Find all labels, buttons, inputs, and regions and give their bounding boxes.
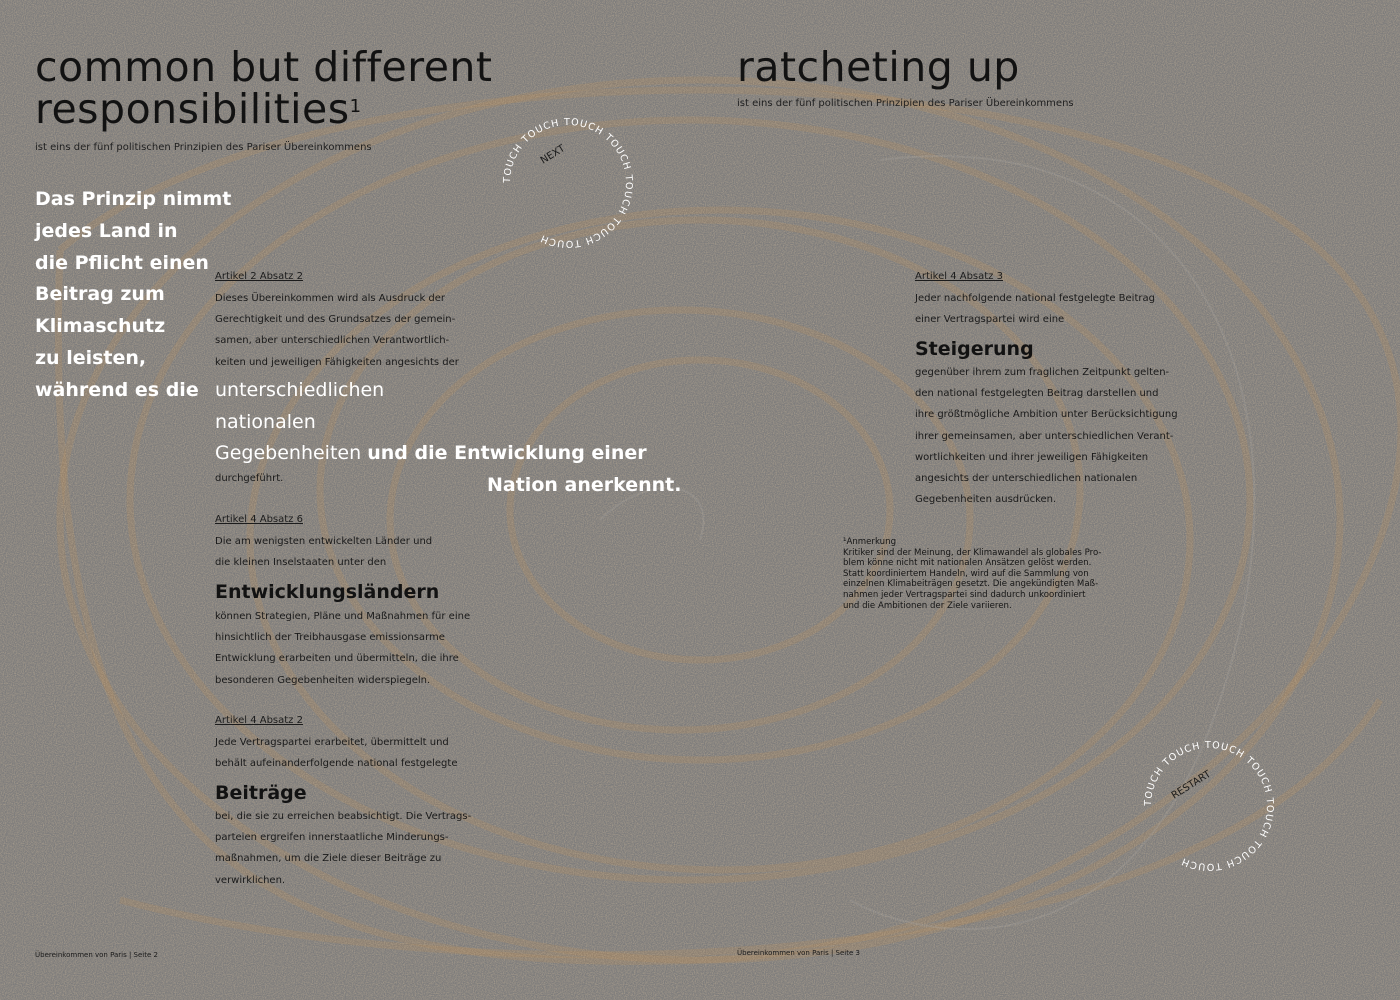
footnote-line: Statt koordiniertem Handeln, wird auf die Sammlung von [843, 568, 1089, 579]
article-line: Jeder nachfolgende national festgelegte Beitrag [915, 293, 1155, 304]
right-page-footer: Übereinkommen von Paris | Seite 3 [737, 949, 860, 957]
article-line: Dieses Übereinkommen wird als Ausdruck der [215, 293, 446, 304]
left-page-footer: Übereinkommen von Paris | Seite 2 [35, 951, 158, 959]
article-body [215, 806, 471, 891]
keyword-heading: Steigerung [915, 338, 1034, 360]
lead-line: Klimaschutz [35, 315, 166, 338]
article-tail: durchgeführt. [215, 473, 284, 484]
footnote-line: Kritiker sind der Meinung, der Klimawandel als globales Pro- [843, 547, 1102, 558]
article-heading: Artikel 4 Absatz 3 [915, 271, 1003, 282]
lead-line: Beitrag zum [35, 283, 165, 306]
lead-line: zu leisten, [35, 346, 147, 369]
article-heading: Artikel 4 Absatz 6 [215, 514, 303, 525]
restart-ring-text: TOUCH TOUCH TOUCH TOUCH TOUCH TOUCH TOUCH [1144, 741, 1274, 871]
footnote-line: und die Ambitionen der Ziele variieren. [843, 600, 1012, 611]
lead-line: während es die [35, 378, 199, 401]
article-line: die kleinen Inselstaaten unter den [215, 557, 387, 569]
next-label: NEXT [538, 143, 568, 167]
keyword-heading: Entwicklungsländern [215, 581, 440, 603]
article-line: maßnahmen, um die Ziele dieser Beiträge zu [215, 853, 442, 865]
article-line: keiten und jeweiligen Fähigkeiten angesichts der [215, 356, 459, 368]
left-title-line2: responsibilities [35, 85, 350, 133]
restart-button[interactable] [1144, 741, 1274, 871]
lead-line: die Pflicht einen [35, 251, 209, 274]
restart-label: RESTART [1169, 768, 1214, 802]
footnote-line: nahmen jeder Vertragspartei sind dadurch unkoordiniert [843, 589, 1086, 600]
article-line: angesichts der unterschiedlichen nationalen [915, 473, 1138, 485]
article-line: den national festgelegten Beitrag darstellen und [915, 388, 1159, 400]
next-button[interactable] [503, 118, 633, 248]
footnote [843, 537, 1102, 611]
continuation-word: Gegebenheiten [215, 442, 362, 464]
lead-text [35, 184, 231, 407]
lead-line: jedes Land in [35, 219, 178, 242]
footnote-marker: 1 [349, 96, 362, 117]
article-line: ihrer gemeinsamen, aber unterschiedlichen Verant- [915, 430, 1174, 442]
footnote-line: einzelnen Klimabeiträgen gesetzt. Die angekündigten Maß- [843, 579, 1099, 590]
footnote-heading: ¹Anmerkung [843, 537, 897, 547]
right-subtitle: ist eins der fünf politischen Prinzipien des Pariser Übereinkommens [737, 98, 1074, 109]
article-line: parteien ergreifen innerstaatliche Minderungs- [215, 832, 449, 844]
article-body [915, 288, 1155, 330]
article-line: behält aufeinanderfolgende national festgelegte [215, 758, 458, 770]
left-title-line1: common but different [35, 43, 493, 91]
next-badge-graphic [503, 118, 633, 248]
next-ring-text: TOUCH TOUCH TOUCH TOUCH TOUCH TOUCH TOUCH [503, 118, 633, 248]
article-line: Gegebenheiten ausdrücken. [915, 494, 1057, 506]
article-line: Gerechtigkeit und des Grundsatzes der gemein- [215, 314, 456, 326]
article-line: ihre größtmögliche Ambition unter Berücksichtigung [915, 409, 1178, 421]
article-line: Entwicklung erarbeiten und übermitteln, die ihre [215, 653, 459, 665]
lead-line: Das Prinzip nimmt [35, 188, 232, 210]
article-line: wortlichkeiten und ihrer jeweiligen Fähigkeiten [915, 451, 1149, 463]
article-line: verwirklichen. [215, 874, 286, 886]
article-body [215, 288, 459, 373]
article-body [215, 732, 457, 774]
article-line: Jede Vertragspartei erarbeitet, übermittelt und [215, 737, 449, 748]
left-subtitle: ist eins der fünf politischen Prinzipien des Pariser Übereinkommens [35, 142, 372, 153]
article-line: einer Vertragspartei wird eine [915, 314, 1065, 326]
continuation-line1: unterschiedlichen [215, 379, 385, 401]
article-body [215, 531, 432, 573]
article-line: können Strategien, Pläne und Maßnahmen für eine [215, 611, 471, 622]
restart-badge-graphic [1144, 741, 1274, 871]
right-page-title: ratcheting up [737, 43, 1020, 91]
continuation-line2: nationalen [215, 411, 316, 433]
article-body [215, 606, 470, 691]
article-line: bei, die sie zu erreichen beabsichtigt. Die Vertrags- [215, 811, 472, 822]
keyword-heading: Beiträge [215, 782, 307, 804]
svg-text:TOUCH TOUCH TOUCH TOUCH TOUCH [1144, 741, 1274, 871]
article-body [915, 362, 1178, 510]
article-line: Die am wenigsten entwickelten Länder und [215, 536, 433, 547]
continuation-line3 [215, 438, 647, 470]
left-page-title [35, 43, 493, 133]
article-line: hinsichtlich der Treibhausgase emissionsarme [215, 632, 445, 644]
article-heading: Artikel 2 Absatz 2 [215, 271, 303, 282]
left-title-line2-wrap [35, 85, 492, 133]
article-heading: Artikel 4 Absatz 2 [215, 715, 303, 726]
article-line: besonderen Gegebenheiten widerspiegeln. [215, 674, 431, 686]
article-line: samen, aber unterschiedlichen Verantwortlich- [215, 335, 450, 347]
footnote-line: blem könne nicht mit nationalen Ansätzen gelöst werden. [843, 558, 1092, 569]
article-line: gegenüber ihrem zum fraglichen Zeitpunkt gelten- [915, 367, 1170, 378]
continuation-bold: und die Entwicklung einer [367, 442, 647, 464]
svg-text:TOUCH TOUCH TOUCH TOUCH TOUCH [503, 118, 633, 248]
continuation-line4: Nation anerkennt. [487, 474, 682, 496]
